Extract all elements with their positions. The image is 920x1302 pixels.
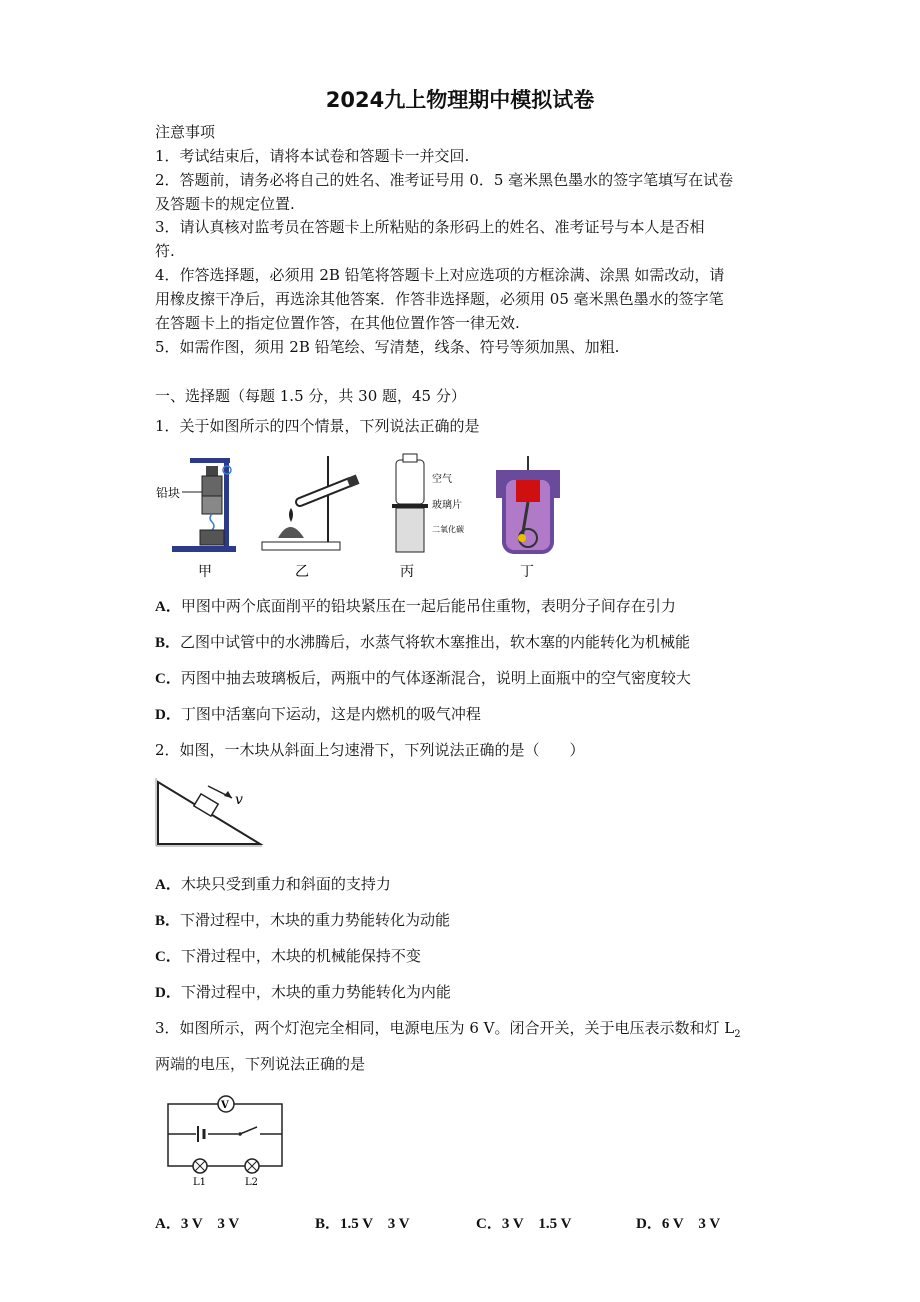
q1-option-b: B．乙图中试管中的水沸腾后，水蒸气将软木塞推出，软木塞的内能转化为机械能 bbox=[155, 633, 691, 651]
notice-line: 符. bbox=[155, 242, 175, 260]
page-title: 2024九上物理期中模拟试卷 bbox=[325, 88, 595, 112]
q2-option-c: C．下滑过程中，木块的机械能保持不变 bbox=[155, 947, 421, 965]
fig-label-ding: 丁 bbox=[520, 564, 534, 580]
lamp-l1-label: L1 bbox=[193, 1177, 207, 1188]
q1-option-a: A．甲图中两个底面削平的铅块紧压在一起后能吊住重物，表明分子间存在引力 bbox=[155, 597, 676, 615]
notice-line: 1．考试结束后，请将本试卷和答题卡一并交回. bbox=[155, 147, 470, 165]
notice-line: 用橡皮擦干净后，再选涂其他答案．作答非选择题，必须用 05 毫米黑色墨水的签字笔 bbox=[155, 290, 724, 308]
lamp-l2-label: L2 bbox=[245, 1177, 259, 1188]
fig-yi bbox=[262, 456, 360, 580]
question-3-stem-cont: 两端的电压，下列说法正确的是 bbox=[155, 1055, 366, 1073]
question-3-stem: 3．如图所示，两个灯泡完全相同，电源电压为 6 V。闭合开关，关于电压表示数和灯 $L_2$ bbox=[155, 1019, 741, 1040]
fig-label-glass: 玻璃片 bbox=[432, 500, 462, 511]
q1-option-c: C．丙图中抽去玻璃板后，两瓶中的气体逐渐混合，说明上面瓶中的空气密度较大 bbox=[155, 669, 691, 687]
question-2-stem: 2．如图，一木块从斜面上匀速滑下，下列说法正确的是（ ） bbox=[155, 741, 585, 759]
q3-option-d: D．6 V 3 V bbox=[636, 1216, 721, 1232]
question-1-stem: 1．关于如图所示的四个情景，下列说法正确的是 bbox=[155, 417, 480, 435]
fig-jia bbox=[156, 458, 236, 580]
fig-label-air: 空气 bbox=[432, 474, 452, 485]
fig-label-jia: 甲 bbox=[198, 564, 212, 580]
fig-bing bbox=[392, 454, 464, 580]
notice-heading: 注意事项 bbox=[155, 123, 216, 141]
notice-line: 5．如需作图，须用 2B 铅笔绘、写清楚，线条、符号等须加黑、加粗. bbox=[155, 338, 620, 356]
section-heading: 一、选择题（每题 1.5 分，共 30 题，45 分） bbox=[155, 387, 466, 405]
q1-option-d: D．丁图中活塞向下运动，这是内燃机的吸气冲程 bbox=[155, 705, 481, 723]
q3-option-b: B．1.5 V 3 V bbox=[315, 1216, 410, 1232]
q2-option-d: D．下滑过程中，木块的重力势能转化为内能 bbox=[155, 983, 451, 1001]
velocity-label: v bbox=[235, 792, 243, 808]
q2-option-b: B．下滑过程中，木块的重力势能转化为动能 bbox=[155, 911, 451, 929]
notice-line: 在答题卡上的指定位置作答，在其他位置作答一律无效. bbox=[155, 314, 520, 332]
q2-incline-figure bbox=[150, 772, 270, 852]
notice-line: 及答题卡的规定位置. bbox=[155, 195, 295, 213]
q1-figure bbox=[150, 452, 570, 582]
fig-label-co2: 二氧化碳 bbox=[432, 525, 464, 534]
q3-option-a: A．3 V 3 V bbox=[155, 1216, 240, 1232]
notice-line: 3．请认真核对监考员在答题卡上所粘贴的条形码上的姓名、准考证号与本人是否相 bbox=[155, 218, 705, 236]
notice-line: 2．答题前，请务必将自己的姓名、准考证号用 0．5 毫米黑色墨水的签字笔填写在试卷 bbox=[155, 171, 734, 189]
voltmeter-label: V bbox=[221, 1100, 229, 1111]
q2-option-a: A．木块只受到重力和斜面的支持力 bbox=[155, 875, 391, 893]
q3-option-c: C．3 V 1.5 V bbox=[476, 1216, 572, 1232]
q3-circuit-figure bbox=[160, 1092, 290, 1188]
fig-label-yi: 乙 bbox=[295, 564, 309, 580]
fig-ding bbox=[496, 456, 560, 580]
fig-label-lead: 铅块 bbox=[156, 486, 181, 500]
notice-line: 4．作答选择题，必须用 2B 铅笔将答题卡上对应选项的方框涂满、涂黑 如需改动，请 bbox=[155, 266, 725, 284]
fig-label-bing: 丙 bbox=[400, 564, 414, 580]
